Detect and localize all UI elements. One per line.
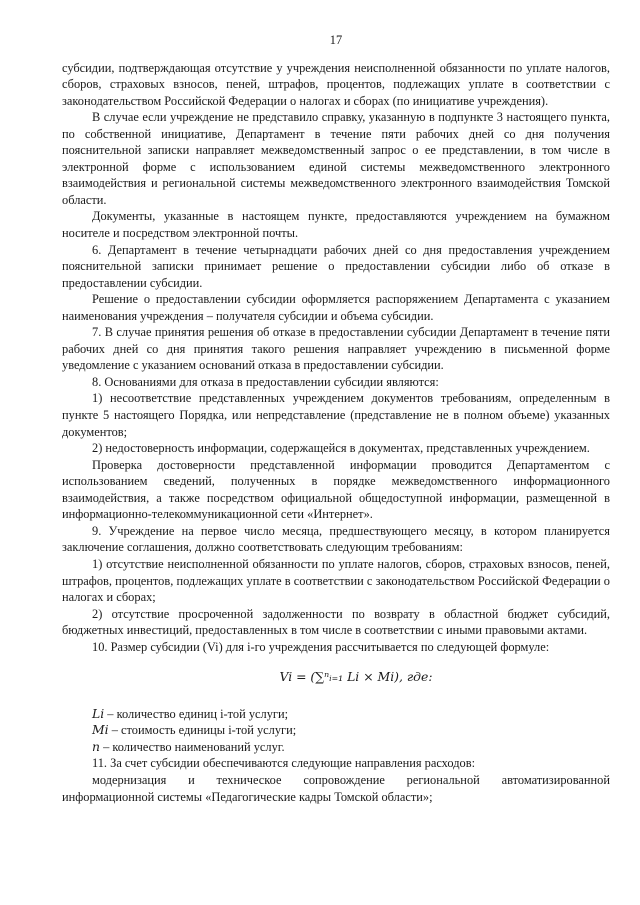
paragraph: 2) недостоверность информации, содержащейся в документах, представленных учреждением. <box>92 441 590 456</box>
paragraph: 6. Департамент в течение четырнадцати рабочих дней со дня предоставления учреждением пояснительной записки принимает решение о предоставлении субсидии либо об отказе в предоставлении субсидии. <box>62 242 610 290</box>
definition-text: – стоимость единицы i-той услуги; <box>108 723 297 738</box>
definition-text: – количество наименований услуг. <box>99 739 285 754</box>
definition-mi <box>92 722 610 739</box>
paragraph: Проверка достоверности представленной информации проводится Департаментом с использованием сведений, полученных в порядке межведомственного информационного взаимодействия, а также посредством официальной общедоступной информации, размещенной в информационно-телекоммуникационной сети «Интернет». <box>62 457 610 522</box>
definition-li <box>92 706 610 723</box>
paragraph: модернизация и техническое сопровождение региональной автоматизированной информационной системы «Педагогические кадры Томской области»; <box>62 772 610 804</box>
document-page <box>62 32 610 805</box>
paragraph: 2) отсутствие просроченной задолженности по возврату в областной бюджет субсидий, бюджетных инвестиций, предоставленных в том числе в соответствии с иными правовыми актами. <box>62 606 610 638</box>
paragraph: Документы, указанные в настоящем пункте, предоставляются учреждением на бумажном носителе и посредством электронной почты. <box>62 209 610 241</box>
paragraph: 1) несоответствие представленных учреждением документов требованиям, определенным в пункте 5 настоящего Порядка, или непредставление (представление не в полном объеме) указанных документов; <box>62 391 610 439</box>
paragraph: 9. Учреждение на первое число месяца, предшествующего месяцу, в котором планируется заключение соглашения, должно соответствовать следующим требованиям: <box>62 523 610 555</box>
paragraph: 1) отсутствие неисполненной обязанности по уплате налогов, сборов, страховых взносов, пеней, штрафов, процентов, подлежащих уплате в соответствии с законодательством Российской Федерации о налогах и сборах; <box>62 556 610 605</box>
definition-n <box>92 739 610 756</box>
paragraph: 8. Основаниями для отказа в предоставлении субсидии являются: <box>92 374 439 389</box>
paragraph: субсидии, подтверждающая отсутствие у учреждения неисполненной обязанности по уплате налогов, сборов, страховых взносов, пеней, штрафов, процентов, подлежащих уплате в соответствии с законодательством Российской Федерации о налогах и сборах (по инициативе учреждения). <box>62 60 610 108</box>
subsidy-formula: Vi = (∑ⁿᵢ₌₁ Li × Mi), где: <box>279 669 433 685</box>
definition-text: – количество единиц i-той услуги; <box>104 706 289 721</box>
paragraph: 11. За счет субсидии обеспечиваются следующие направления расходов: <box>92 756 476 771</box>
page-number: 17 <box>329 33 343 47</box>
paragraph: 7. В случае принятия решения об отказе в предоставлении субсидии Департамент в течение пяти рабочих дней со дня принятия такого решения направляет учреждению в письменной форме уведомление с указанием оснований отказа в предоставлении субсидии. <box>62 325 610 373</box>
definition-symbol: Li <box>92 705 105 721</box>
definition-symbol: Mi <box>92 722 109 738</box>
paragraph: 10. Размер субсидии (Vi) для i-го учреждения рассчитывается по следующей формуле: <box>92 639 550 654</box>
definition-symbol: n <box>92 738 100 754</box>
paragraph: Решение о предоставлении субсидии оформляется распоряжением Департамента с указанием наименования учреждения – получателя субсидии и объема субсидии. <box>62 292 610 323</box>
paragraph: В случае если учреждение не представило справку, указанную в подпункте 3 настоящего пункта, по собственной инициативе, Департамент в течение пяти рабочих дней со дня получения пояснительной записки направляет межведомственный запрос о ее представлении, в том числе в электронной форме с использованием единой системы межведомственного электронного взаимодействия и региональной системы межведомственного электронного взаимодействия Томской области. <box>62 110 610 207</box>
